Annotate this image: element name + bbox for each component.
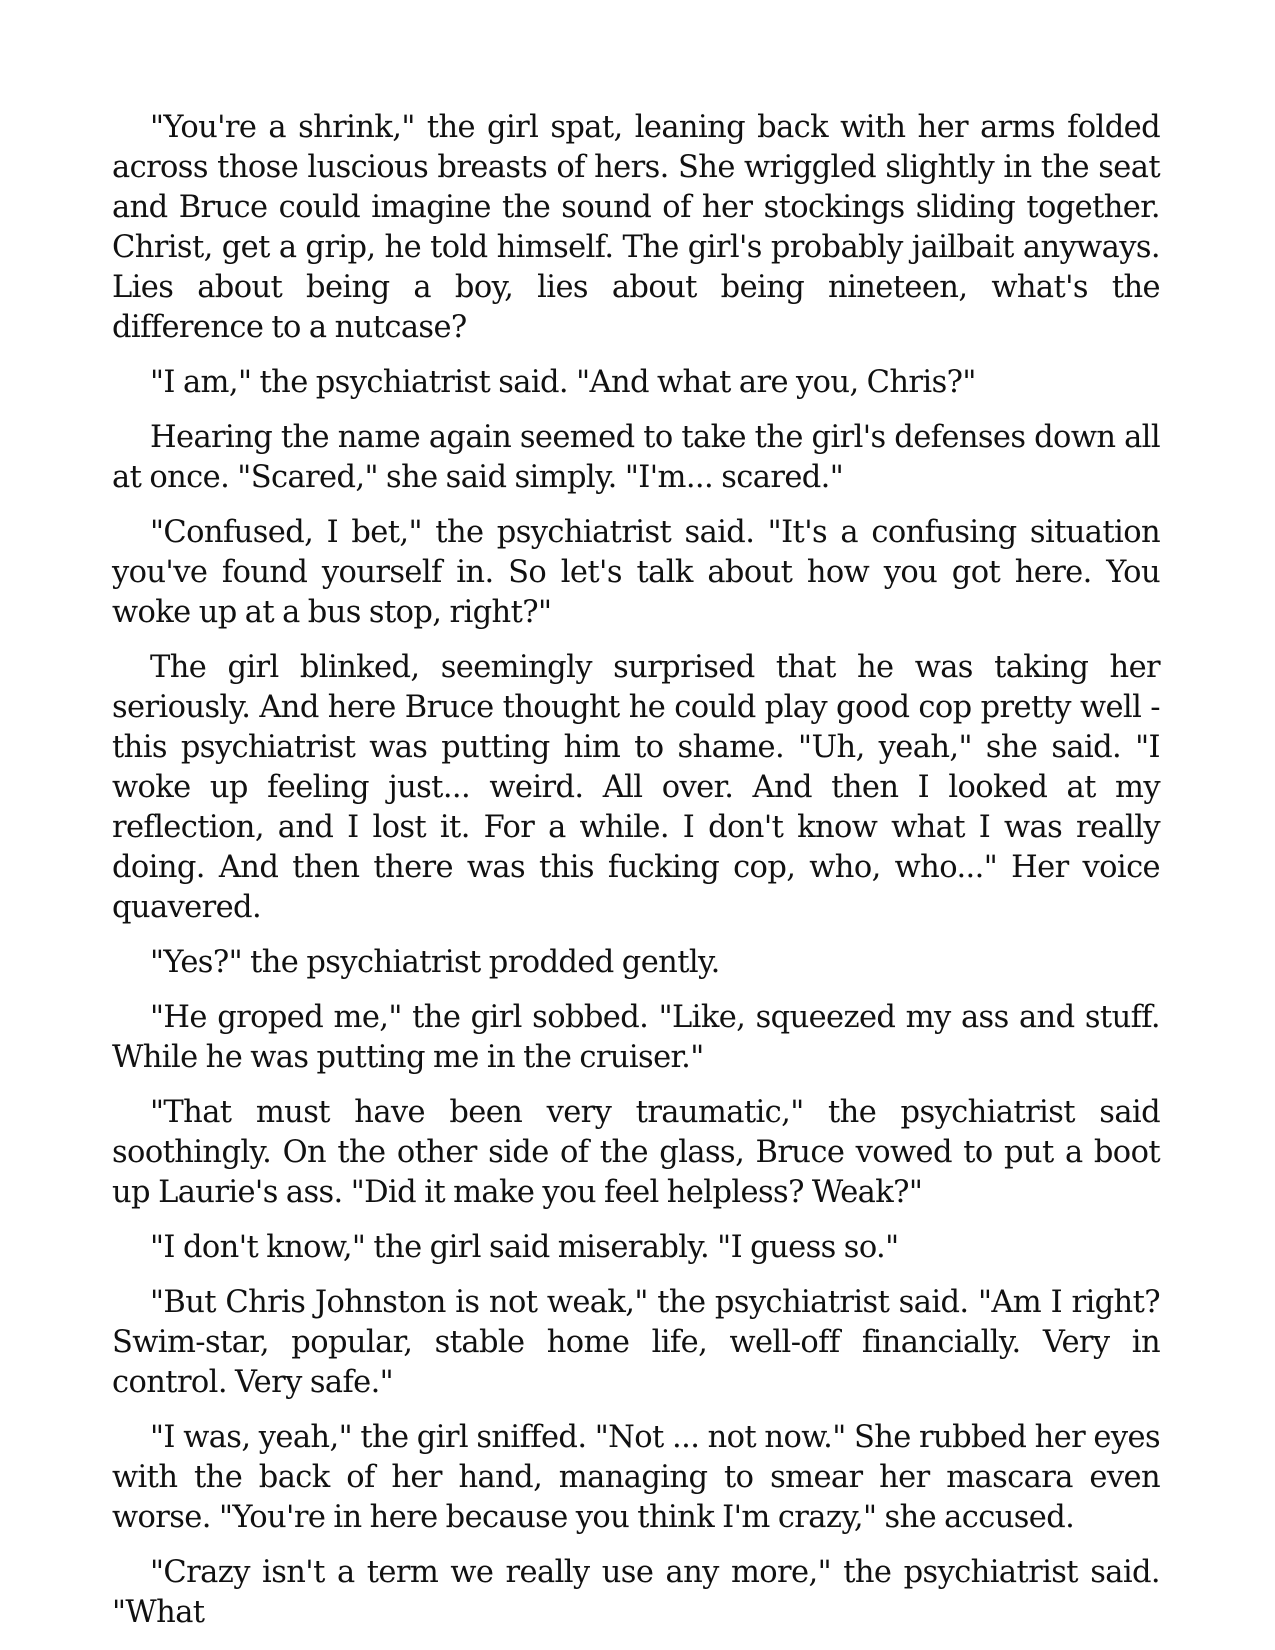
paragraph: The girl blinked, seemingly surprised that he was taking her seriously. And here Bruce thought he could play good cop pretty well - this psychiatrist was putting him to shame. "Uh, yeah," she said. "I woke up feeling just... weird. All over. And then I looked at my reflection, and I lost it. For a while. I don't know what I was really doing. And then there was this fucking cop, who, who..." Her voice quavered. <box>112 650 1160 925</box>
paragraph: "Yes?" the psychiatrist prodded gently. <box>150 945 720 980</box>
paragraph: Hearing the name again seemed to take the girl's defenses down all at once. "Scared," she said simply. "I'm... scared." <box>112 420 1160 495</box>
paragraph: "Confused, I bet," the psychiatrist said. "It's a confusing situation you've found yourself in. So let's talk about how you got here. You woke up at a bus stop, right?" <box>112 515 1160 630</box>
paragraph: "But Chris Johnston is not weak," the psychiatrist said. "Am I right? Swim-star, popular, stable home life, well-off financially. Very in control. Very safe." <box>112 1285 1160 1400</box>
paragraph-continued: "Crazy isn't a term we really use any more," the psychiatrist said. "What <box>112 1555 1160 1630</box>
paragraph: "I am," the psychiatrist said. "And what are you, Chris?" <box>150 365 976 400</box>
paragraph: "I don't know," the girl said miserably. "I guess so." <box>150 1230 899 1265</box>
paragraph: "He groped me," the girl sobbed. "Like, squeezed my ass and stuff. While he was putting me in the cruiser." <box>112 1000 1160 1075</box>
paragraph: "That must have been very traumatic," the psychiatrist said soothingly. On the other side of the glass, Bruce vowed to put a boot up Laurie's ass. "Did it make you feel helpless? Weak?" <box>112 1095 1160 1210</box>
paragraph: "You're a shrink," the girl spat, leaning back with her arms folded across those luscious breasts of hers. She wriggled slightly in the seat and Bruce could imagine the sound of her stockings sliding together. Christ, get a grip, he told himself. The girl's probably jailbait anyways. Lies about being a boy, lies about being nineteen, what's the difference to a nutcase? <box>112 110 1160 345</box>
paragraph: "I was, yeah," the girl sniffed. "Not ... not now." She rubbed her eyes with the back of her hand, managing to smear her mascara even worse. "You're in here because you think I'm crazy," she accused. <box>112 1420 1160 1535</box>
story-text <box>112 108 1160 1633</box>
